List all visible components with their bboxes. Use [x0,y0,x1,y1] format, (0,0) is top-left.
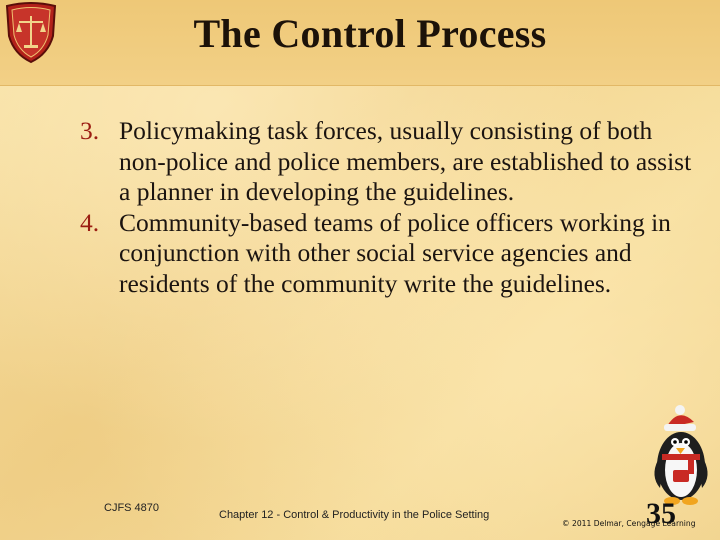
page-number: 35 [646,497,676,530]
footer-course-code: CJFS 4870 [104,502,160,514]
penguin-mascot-icon [648,404,714,508]
list-item-text: Community-based teams of police officers working in conjunction with other social service agencies and residents of the community write the guidelines. [119,207,671,298]
list-item [80,208,700,300]
list-item-text: Policymaking task forces, usually consisting of both non-police and police members, are established to assist a planner in developing the guidelines. [119,116,692,206]
copyright-notice: © 2011 Delmar, Cengage Learning [562,519,696,528]
list-item-number: 4. [80,207,100,237]
body-list [80,116,700,299]
footer-chapter-title: Chapter 12 - Control & Productivity in the Police Setting [219,509,490,521]
list-item [80,116,700,208]
slide-title: The Control Process [193,11,547,56]
list-item-number: 3. [80,116,100,145]
criminal-justice-shield-icon [4,2,58,64]
